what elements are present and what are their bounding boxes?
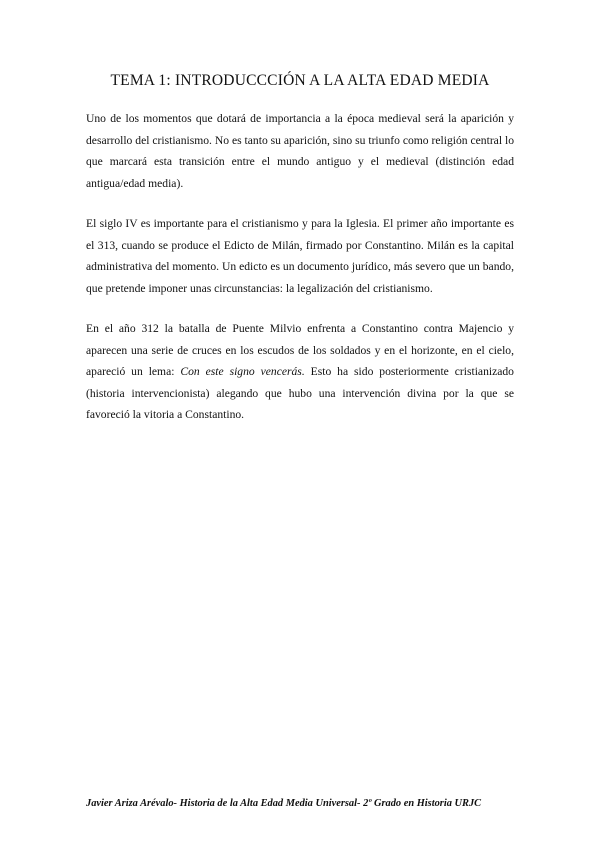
- paragraph-3-text-end: Esto ha sido posteriormente cristianizado (historia intervencionista) alegando que hubo una intervención divina por la que se favoreció la vitoria a Constantino.: [86, 365, 514, 422]
- page-title: TEMA 1: INTRODUCCCIÓN A LA ALTA EDAD MEDIA: [110, 72, 490, 89]
- paragraph-3: [86, 318, 514, 426]
- paragraph-2: El siglo IV es importante para el cristianismo y para la Iglesia. El primer año importante es el 313, cuando se produce el Edicto de Milán, firmado por Constantino. Milán es la capital administrativa del momento. Un edicto es un documento jurídico, más severo que un bando, que pretende imponer unas circunstancias: la legalización del cristianismo.: [86, 217, 514, 295]
- page-footer: Javier Ariza Arévalo- Historia de la Alta Edad Media Universal- 2º Grado en Historia URJC: [86, 798, 482, 809]
- paragraph-1: Uno de los momentos que dotará de importancia a la época medieval será la aparición y desarrollo del cristianismo. No es tanto su aparición, sino su triunfo como religión central lo que marcará esta transición entre el mundo antiguo y el medieval (distinción edad antigua/edad media).: [86, 112, 514, 190]
- paragraph-3-text-start: En el año 312 la batalla de Puente Milvio enfrenta a Constantino contra Majencio y aparecen una serie de cruces en los escudos de los soldados y en el horizonte, en el cielo, apareció un lema:: [86, 322, 514, 379]
- paragraph-3-italic-motto: Con este signo vencerás.: [180, 365, 305, 379]
